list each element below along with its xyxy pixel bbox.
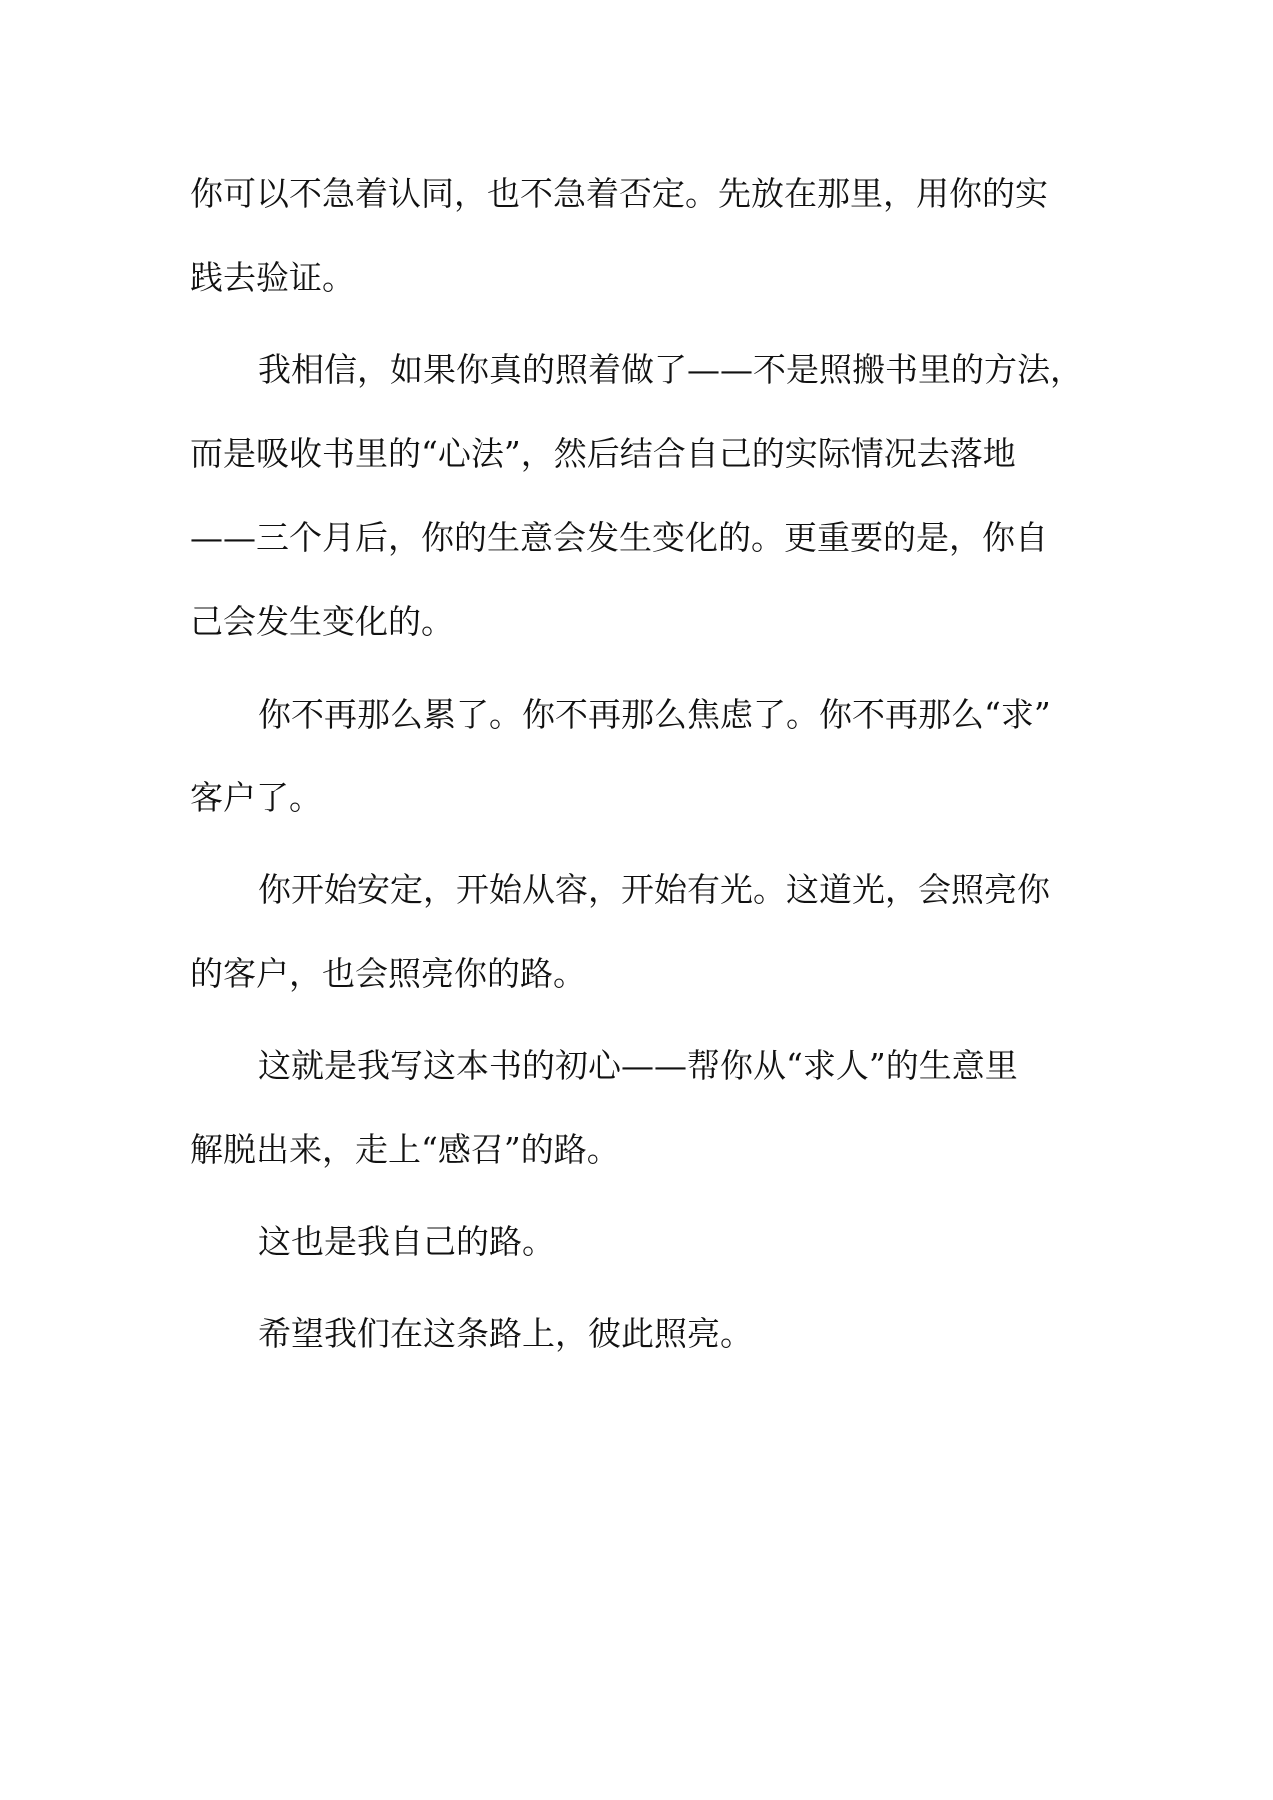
text-line: ——三个月后，你的生意会发生变化的。更重要的是，你自 [190, 518, 1048, 557]
paragraph-start-line: 你开始安定，开始从容，开始有光。这道光，会照亮你 [258, 870, 1050, 909]
paragraph-start-line: 这也是我自己的路。 [258, 1222, 555, 1261]
text-line: 客户了。 [190, 778, 322, 817]
text-line: 你可以不急着认同，也不急着否定。先放在那里，用你的实 [190, 174, 1048, 213]
text-line: 解脱出来，走上“感召”的路。 [190, 1130, 620, 1169]
text-line: 己会发生变化的。 [190, 602, 454, 641]
paragraph-start-line: 希望我们在这条路上，彼此照亮。 [258, 1314, 753, 1353]
text-line: 而是吸收书里的“心法”，然后结合自己的实际情况去落地 [190, 434, 1016, 473]
text-line: 的客户，也会照亮你的路。 [190, 954, 586, 993]
paragraph-start-line: 我相信，如果你真的照着做了——不是照搬书里的方法， [258, 350, 1083, 389]
paragraph-start-line: 这就是我写这本书的初心——帮你从“求人”的生意里 [258, 1046, 1018, 1085]
paragraph-start-line: 你不再那么累了。你不再那么焦虑了。你不再那么“求” [258, 695, 1051, 734]
text-line: 践去验证。 [190, 258, 355, 297]
